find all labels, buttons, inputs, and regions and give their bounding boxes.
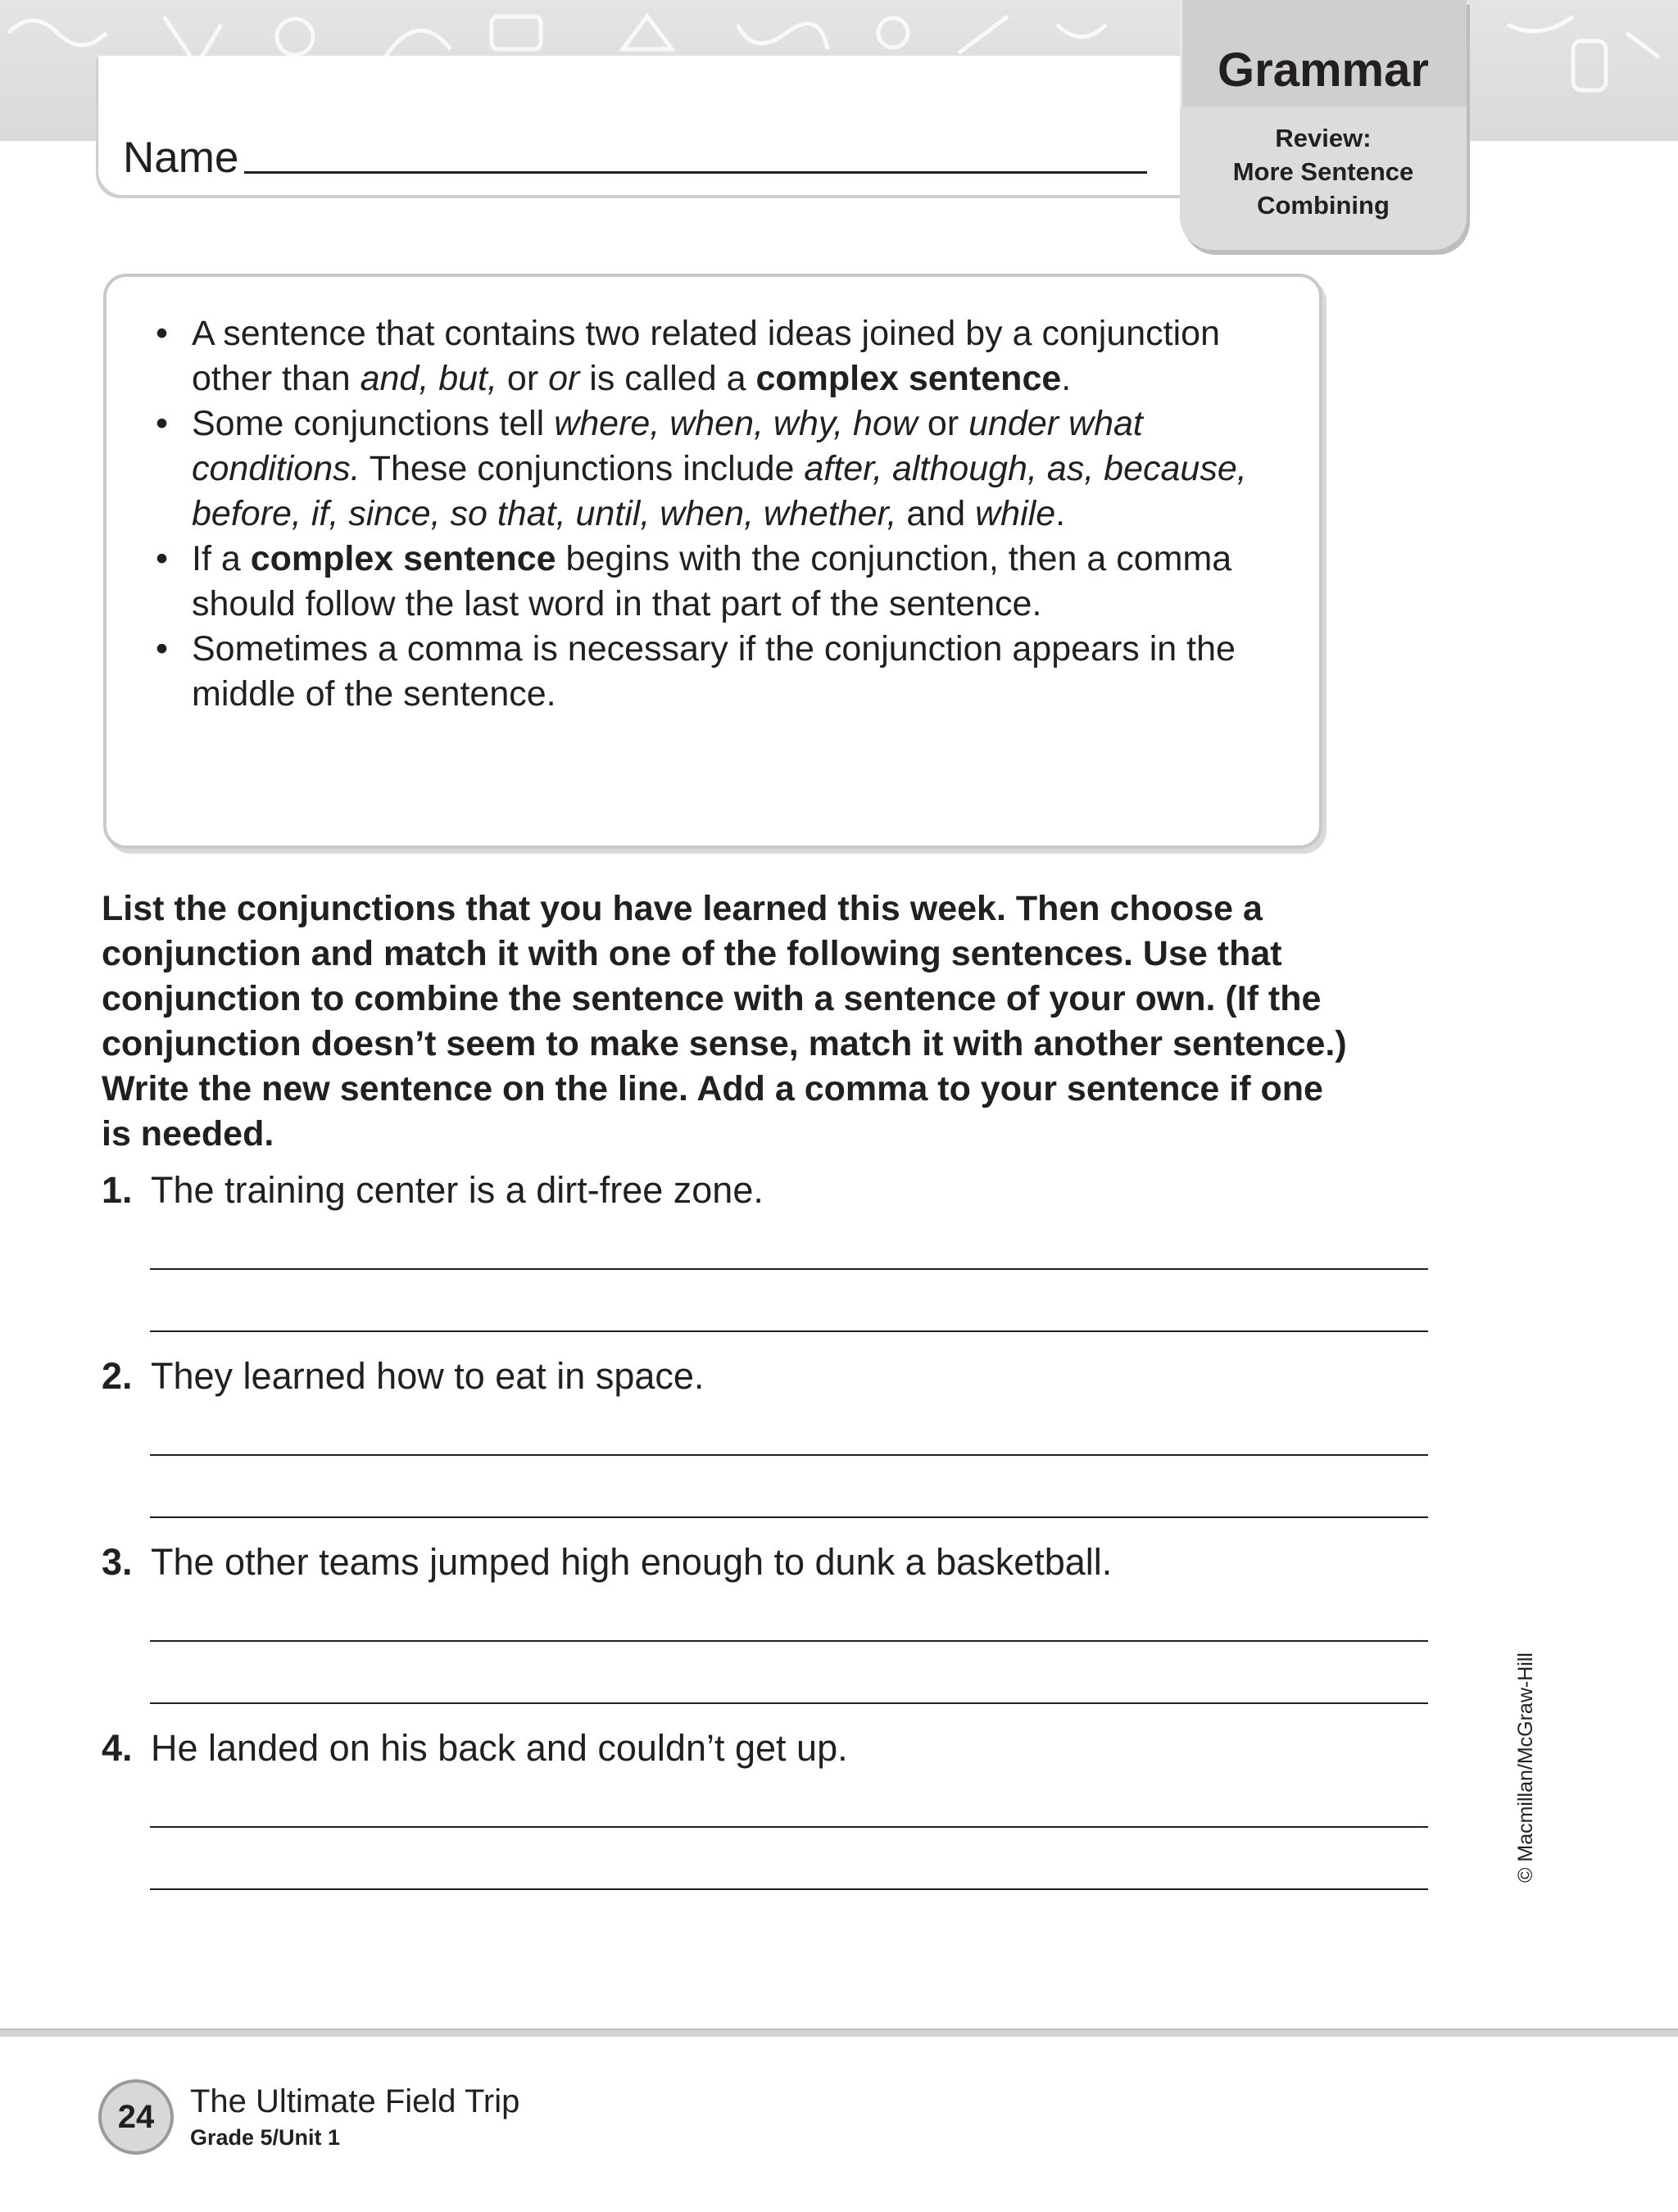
item-text: The training center is a dirt-free zone. <box>151 1169 764 1211</box>
rule-item <box>152 401 1283 537</box>
rule-text: is called a <box>579 359 756 398</box>
rule-item <box>152 537 1283 627</box>
grammar-subtitle <box>1180 121 1467 222</box>
rule-text: or <box>497 359 549 398</box>
rule-text: and <box>896 494 976 533</box>
rule-text: These conjunctions include <box>360 449 805 488</box>
rule-text: If a <box>192 539 251 578</box>
italic-text: or <box>548 359 580 398</box>
rule-item <box>152 311 1283 401</box>
item-text: The other teams jumped high enough to dunk a basketball. <box>151 1541 1113 1583</box>
item-number: 1. <box>102 1169 133 1211</box>
grammar-tab <box>1180 0 1467 250</box>
rule-item <box>152 627 1283 717</box>
answer-line[interactable] <box>150 1268 1428 1270</box>
italic-text: after, although, as, because, before, if, since, so that, until, when, whether, <box>192 449 1247 533</box>
item-number: 4. <box>102 1727 133 1769</box>
answer-line[interactable] <box>150 1516 1428 1518</box>
italic-text: while <box>975 494 1056 533</box>
footer-divider <box>0 2028 1678 2037</box>
rule-text: . <box>1055 494 1066 533</box>
answer-line[interactable] <box>150 1640 1428 1642</box>
rule-text: Sometimes a comma is necessary if the conjunction appears in the middle of the sentence. <box>192 629 1236 714</box>
page-number-badge: 24 <box>98 2079 174 2155</box>
italic-text: where, when, why, how <box>554 404 918 443</box>
answer-line[interactable] <box>150 1888 1428 1890</box>
subtitle-line: Review: <box>1275 124 1372 152</box>
answer-line[interactable] <box>150 1826 1428 1828</box>
item-text: He landed on his back and couldn’t get up. <box>151 1727 848 1769</box>
rule-list <box>152 311 1283 717</box>
exercise-item <box>102 1727 848 1770</box>
answer-line[interactable] <box>150 1454 1428 1456</box>
item-number: 3. <box>102 1541 133 1583</box>
copyright-notice: © Macmillan/McGraw-Hill <box>1514 1652 1537 1883</box>
italic-text: under what conditions. <box>192 404 1143 488</box>
answer-line[interactable] <box>150 1702 1428 1704</box>
italic-text: and, but, <box>360 359 497 398</box>
bold-term: complex sentence <box>250 539 556 578</box>
rule-text: or <box>917 404 969 443</box>
subtitle-line: More Sentence <box>1232 157 1414 186</box>
rule-text: Some conjunctions tell <box>192 404 555 443</box>
directions: List the conjunctions that you have learned this week. Then choose a conjunction and match it with one of the following sentences. Use that conjunction to combine the sentence with a sentence of your own. (If the conjunction doesn’t seem to make sense, match it with another sentence.) Write the new sentence on the line. Add a comma to your sentence if one is needed. <box>102 889 1347 1154</box>
footer-title: The Ultimate Field Trip <box>190 2083 520 2119</box>
name-input-line[interactable] <box>244 171 1147 174</box>
rule-text: begins with the conjunction, then a comma should follow the last word in that part of the sentence. <box>192 539 1232 623</box>
subtitle-line: Combining <box>1257 191 1390 220</box>
rule-text: A sentence that contains two related ideas joined by a conjunction other than <box>192 314 1220 398</box>
name-label: Name <box>123 134 239 182</box>
answer-line[interactable] <box>150 1330 1428 1332</box>
item-text: They learned how to eat in space. <box>151 1355 705 1397</box>
grammar-title: Grammar <box>1218 43 1429 97</box>
exercise-item <box>102 1541 1112 1584</box>
name-panel <box>98 56 1188 195</box>
rule-text: . <box>1061 359 1072 398</box>
exercise-item <box>102 1355 704 1398</box>
footer-grade: Grade 5/Unit 1 <box>190 2125 341 2150</box>
exercise-item <box>102 1169 764 1212</box>
bold-term: complex sentence <box>755 359 1062 398</box>
item-number: 2. <box>102 1355 133 1397</box>
